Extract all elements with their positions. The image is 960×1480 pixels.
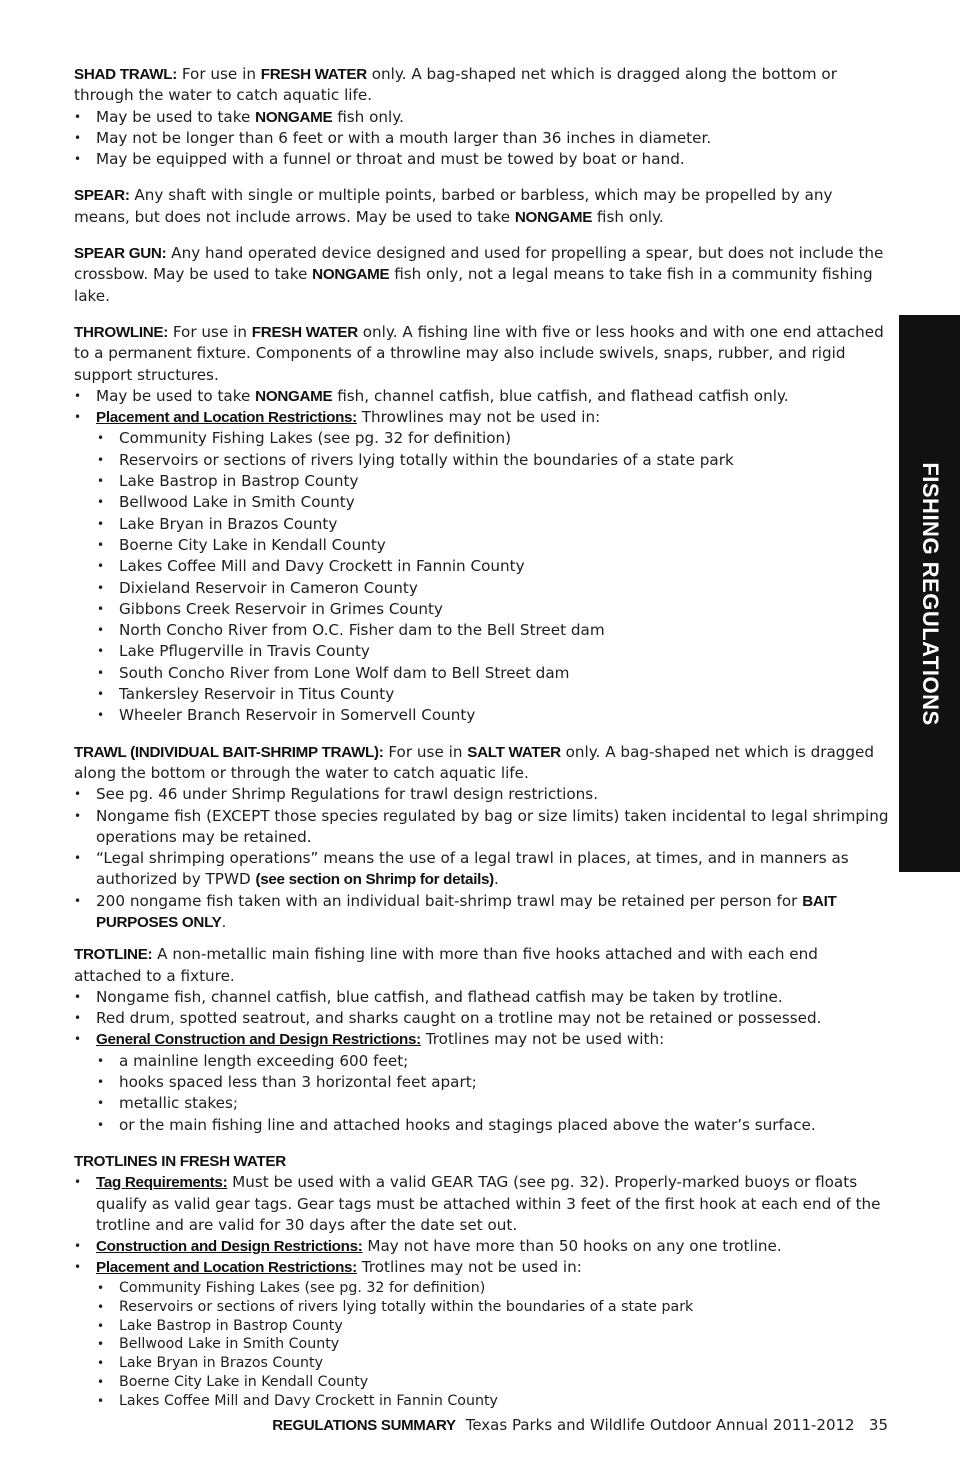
trawl-definition <box>74 742 890 785</box>
trotline-bullets <box>74 987 890 1051</box>
location-item: • Tankersley Reservoir in Titus County <box>74 684 890 705</box>
keyword: NONGAME <box>514 208 593 226</box>
keyword: (see section on Shrimp for details) <box>255 871 494 889</box>
definition-text: fish only. <box>592 207 664 226</box>
item-text: Trotlines may not be used in: <box>356 1258 582 1277</box>
location-item: • Community Fishing Lakes (see pg. 32 for definition) <box>74 1279 890 1298</box>
keyword: FRESH WATER <box>260 66 367 83</box>
list-item <box>74 1236 890 1257</box>
keyword: SALT WATER <box>467 743 561 761</box>
definition-text: For use in <box>383 742 468 761</box>
location-item: • Lake Pflugerville in Travis County <box>74 641 890 662</box>
location-item: • Lake Bastrop in Bastrop County <box>74 471 890 492</box>
location-item: • Lake Bryan in Brazos County <box>74 1354 890 1373</box>
subheading: General Construction and Design Restrictions: <box>96 1031 421 1049</box>
trawl-term: TRAWL (INDIVIDUAL BAIT-SHRIMP TRAWL): <box>74 743 384 761</box>
page-footer <box>272 1416 888 1434</box>
keyword: NONGAME <box>255 387 333 405</box>
item-text: May be used to take <box>96 386 256 405</box>
location-item: • Boerne City Lake in Kendall County <box>74 1373 890 1392</box>
location-item: • Lake Bryan in Brazos County <box>74 514 890 535</box>
spear-definition <box>74 185 890 228</box>
definition-text: Any shaft with single or multiple points, barbed or barbless, which may be propelled by any means, but does not include arrows. May be used to take <box>74 186 833 226</box>
definition-text: only. A bag-shaped net which is dragged along the bottom or through the water to catch aquatic life. <box>74 65 837 105</box>
list-item <box>74 1257 890 1278</box>
location-item: • North Concho River from O.C. Fisher dam to the Bell Street dam <box>74 620 890 641</box>
trotline-term: TROTLINE: <box>74 946 153 964</box>
trotlines-fresh-locations <box>74 1279 890 1411</box>
keyword: BAIT PURPOSES ONLY <box>96 892 837 931</box>
trotline-definition <box>74 944 890 987</box>
item-text: Trotlines may not be used with: <box>420 1030 665 1049</box>
shad-trawl-bullets <box>74 107 890 171</box>
location-item: • Bellwood Lake in Smith County <box>74 492 890 513</box>
restriction-item: • metallic stakes; <box>74 1093 890 1114</box>
location-item: • Dixieland Reservoir in Cameron County <box>74 578 890 599</box>
keyword: FRESH WATER <box>251 323 358 341</box>
subheading: Construction and Design Restrictions: <box>96 1238 363 1256</box>
trotline-restrictions <box>74 1051 890 1136</box>
list-item <box>74 848 890 891</box>
trotlines-fresh-heading <box>74 1151 890 1172</box>
restriction-item: • a mainline length exceeding 600 feet; <box>74 1051 890 1072</box>
location-item: • Community Fishing Lakes (see pg. 32 for definition) <box>74 428 890 449</box>
list-item <box>74 107 890 128</box>
list-item <box>74 1172 890 1236</box>
item-text: 200 nongame fish taken with an individual bait-shrimp trawl may be retained per person for <box>96 891 803 910</box>
location-item: • Boerne City Lake in Kendall County <box>74 535 890 556</box>
spear-gun-term: SPEAR GUN: <box>74 245 167 263</box>
item-text: May be used to take <box>96 107 256 126</box>
subheading: Placement and Location Restrictions: <box>96 409 357 427</box>
list-item: • Nongame fish (EXCEPT those species regulated by bag or size limits) taken incidental to legal shrimping operations may be retained. <box>74 806 890 849</box>
list-item: • Nongame fish, channel catfish, blue catfish, and flathead catfish may be taken by trotline. <box>74 987 890 1008</box>
throwline-bullets <box>74 386 890 429</box>
spear-gun-definition <box>74 243 890 307</box>
item-text: Must be used with a valid GEAR TAG (see pg. 32). Properly-marked buoys or floats qualify as valid gear tags. Gear tags must be attached within 3 feet of the first hook at each end of the trotline and are valid for 30 days after the date set out. <box>96 1173 881 1234</box>
throwline-term: THROWLINE: <box>74 323 169 341</box>
subheading: Placement and Location Restrictions: <box>96 1259 357 1277</box>
location-item: • Reservoirs or sections of rivers lying totally within the boundaries of a state park <box>74 1298 890 1317</box>
definition-text: For use in <box>168 322 252 341</box>
location-item: • Lakes Coffee Mill and Davy Crockett in Fannin County <box>74 556 890 577</box>
list-item: • May be equipped with a funnel or throat and must be towed by boat or hand. <box>74 149 890 170</box>
location-item: • Reservoirs or sections of rivers lying totally within the boundaries of a state park <box>74 450 890 471</box>
page-number: 35 <box>868 1416 888 1434</box>
location-item: • Bellwood Lake in Smith County <box>74 1335 890 1354</box>
item-text: . <box>493 870 499 889</box>
keyword: NONGAME <box>255 108 333 126</box>
trawl-bullets <box>74 784 890 933</box>
list-item <box>74 1029 890 1050</box>
list-item: • Red drum, spotted seatrout, and sharks caught on a trotline may not be retained or possessed. <box>74 1008 890 1029</box>
item-text: “Legal shrimping operations” means the use of a legal trawl in places, at times, and in manners as authorized by TPWD <box>96 849 849 889</box>
definition-text: only. A fishing line with five or less hooks and with one end attached to a permanent fixture. Components of a throwline may also include swivels, snaps, rubber, and rigid support structures. <box>74 322 884 384</box>
throwline-definition <box>74 322 890 386</box>
side-tab-label: FISHING REGULATIONS <box>917 461 943 726</box>
footer-publication: Texas Parks and Wildlife Outdoor Annual 2011-2012 <box>465 1416 855 1434</box>
shad-trawl-term: SHAD TRAWL: <box>74 66 177 83</box>
keyword: NONGAME <box>312 266 390 284</box>
location-item: • Gibbons Creek Reservoir in Grimes County <box>74 599 890 620</box>
item-text: Throwlines may not be used in: <box>356 408 601 427</box>
item-text: May not have more than 50 hooks on any one trotline. <box>362 1237 782 1256</box>
definition-text: A non-metallic main fishing line with more than five hooks attached and with each end attached to a fixture. <box>74 945 818 985</box>
item-text: fish, channel catfish, blue catfish, and flathead catfish only. <box>332 386 789 405</box>
trotlines-fresh-bullets <box>74 1172 890 1278</box>
section-side-tab <box>899 315 960 872</box>
list-item <box>74 386 890 407</box>
restriction-item: • hooks spaced less than 3 horizontal feet apart; <box>74 1072 890 1093</box>
list-item <box>74 407 890 428</box>
item-text: fish only. <box>332 107 404 126</box>
item-text: . <box>221 912 227 931</box>
definition-text: For use in <box>177 65 261 83</box>
list-item: • See pg. 46 under Shrimp Regulations for trawl design restrictions. <box>74 784 890 805</box>
page-content <box>74 64 890 1411</box>
shad-trawl-definition <box>74 64 890 107</box>
definition-text: only. A bag-shaped net which is dragged along the bottom or through the water to catch aquatic life. <box>74 742 875 782</box>
definition-text: Any hand operated device designed and used for propelling a spear, but does not include the crossbow. May be used to take <box>74 244 884 284</box>
location-item: • Lakes Coffee Mill and Davy Crockett in Fannin County <box>74 1392 890 1411</box>
location-item: • South Concho River from Lone Wolf dam to Bell Street dam <box>74 663 890 684</box>
list-item: • May not be longer than 6 feet or with a mouth larger than 36 inches in diameter. <box>74 128 890 149</box>
section-heading: TROTLINES IN FRESH WATER <box>74 1152 286 1170</box>
spear-term: SPEAR: <box>74 187 130 205</box>
location-item: • Lake Bastrop in Bastrop County <box>74 1317 890 1336</box>
throwline-locations <box>74 428 890 726</box>
footer-section-name: REGULATIONS SUMMARY <box>272 1417 456 1434</box>
restriction-item: • or the main fishing line and attached hooks and stagings placed above the water’s surface. <box>74 1115 890 1136</box>
location-item: • Wheeler Branch Reservoir in Somervell County <box>74 705 890 726</box>
subheading: Tag Requirements: <box>96 1174 228 1192</box>
list-item <box>74 891 890 934</box>
definition-text: fish only, not a legal means to take fish in a community fishing lake. <box>74 265 873 305</box>
